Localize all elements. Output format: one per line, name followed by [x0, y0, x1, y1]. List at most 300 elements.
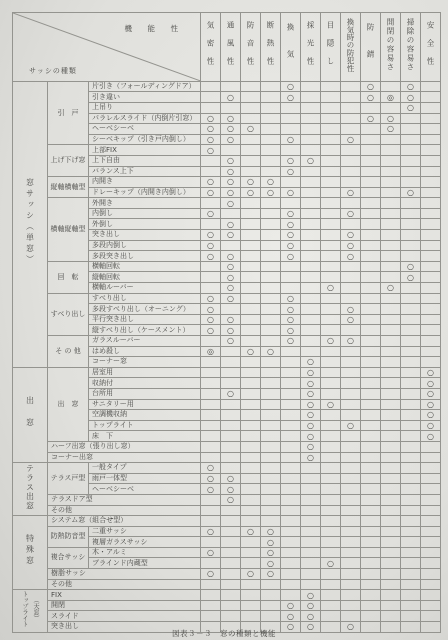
mark-cell — [381, 516, 401, 527]
mark-cell: ○ — [401, 81, 421, 92]
column-header-text: 安全性 — [426, 20, 436, 75]
row-label: 台所用 — [89, 388, 201, 399]
mark-cell — [261, 494, 281, 505]
mark-cell — [221, 569, 241, 580]
row-label: サニタリー用 — [89, 399, 201, 410]
mark-cell — [201, 92, 221, 103]
mark-cell: ○ — [281, 92, 301, 103]
mark-cell — [201, 81, 221, 92]
column-header-text: 換気時の防犯性 — [346, 17, 356, 72]
row-label: コーナー窓 — [89, 357, 201, 368]
row-label: ブラインド内蔵型 — [89, 558, 201, 569]
mark-cell — [401, 505, 421, 516]
column-header-text: 掃除の容易さ — [406, 18, 416, 73]
mark-cell — [341, 92, 361, 103]
table-row — [13, 547, 441, 558]
mark-cell — [341, 516, 361, 527]
mark-cell — [281, 484, 301, 495]
mark-cell — [421, 92, 441, 103]
mark-cell — [381, 177, 401, 188]
mark-cell: ○ — [321, 283, 341, 294]
mark-cell — [361, 420, 381, 431]
mark-cell — [241, 378, 261, 389]
category-label — [13, 367, 48, 462]
mark-cell — [321, 494, 341, 505]
column-header — [261, 13, 281, 82]
mark-cell — [341, 198, 361, 209]
subgroup-label: すべり出し — [48, 293, 89, 335]
mark-cell — [241, 261, 261, 272]
mark-cell — [261, 516, 281, 527]
subgroup-label: 出 窓 — [48, 367, 89, 441]
table-row — [13, 367, 441, 378]
mark-cell — [381, 484, 401, 495]
mark-cell — [401, 113, 421, 124]
row-label: テラスドア型 — [48, 494, 201, 505]
mark-cell — [401, 314, 421, 325]
mark-cell — [201, 579, 221, 590]
mark-cell — [361, 272, 381, 283]
mark-cell — [361, 547, 381, 558]
mark-cell — [241, 600, 261, 611]
row-label: 上下自由 — [89, 155, 201, 166]
mark-cell — [421, 357, 441, 368]
mark-cell — [361, 452, 381, 463]
mark-cell — [261, 399, 281, 410]
mark-cell — [401, 325, 421, 336]
mark-cell — [381, 526, 401, 537]
mark-cell — [421, 134, 441, 145]
category-label-text: 出 窓 — [25, 396, 35, 430]
mark-cell — [201, 336, 221, 347]
mark-cell — [261, 208, 281, 219]
mark-cell — [421, 102, 441, 113]
mark-cell — [421, 124, 441, 135]
table-row — [13, 293, 441, 304]
mark-cell — [421, 579, 441, 590]
mark-cell: ○ — [201, 113, 221, 124]
mark-cell — [421, 230, 441, 241]
mark-cell — [281, 494, 301, 505]
mark-cell — [321, 537, 341, 548]
mark-cell — [421, 590, 441, 601]
mark-cell — [241, 388, 261, 399]
mark-cell — [401, 240, 421, 251]
mark-cell: ○ — [381, 283, 401, 294]
mark-cell: ○ — [401, 272, 421, 283]
mark-cell — [341, 547, 361, 558]
mark-cell: ○ — [221, 283, 241, 294]
mark-cell — [341, 155, 361, 166]
mark-cell — [361, 399, 381, 410]
mark-cell — [361, 187, 381, 198]
mark-cell: ○ — [301, 431, 321, 442]
mark-cell — [361, 505, 381, 516]
mark-cell — [261, 579, 281, 590]
mark-cell — [261, 219, 281, 230]
mark-cell: ○ — [281, 251, 301, 262]
mark-cell — [421, 346, 441, 357]
mark-cell — [201, 505, 221, 516]
mark-cell — [321, 230, 341, 241]
mark-cell: ○ — [281, 81, 301, 92]
mark-cell: ○ — [301, 155, 321, 166]
mark-cell: ○ — [221, 261, 241, 272]
mark-cell — [361, 537, 381, 548]
document-page — [12, 12, 440, 633]
mark-cell: ○ — [281, 155, 301, 166]
mark-cell — [341, 494, 361, 505]
mark-cell — [261, 600, 281, 611]
mark-cell — [381, 367, 401, 378]
mark-cell — [301, 526, 321, 537]
mark-cell — [321, 124, 341, 135]
mark-cell — [281, 378, 301, 389]
mark-cell — [221, 431, 241, 442]
mark-cell — [201, 155, 221, 166]
mark-cell: ○ — [201, 177, 221, 188]
mark-cell — [201, 420, 221, 431]
mark-cell — [361, 240, 381, 251]
subgroup-label: そ の 他 — [48, 336, 89, 368]
mark-cell — [221, 240, 241, 251]
category-label-text: テラス出窓 — [25, 463, 35, 511]
table-row — [13, 145, 441, 156]
mark-cell — [261, 230, 281, 241]
table-header — [13, 13, 441, 82]
subgroup-label: 引 戸 — [48, 81, 89, 145]
mark-cell: ○ — [301, 590, 321, 601]
mark-cell — [201, 431, 221, 442]
mark-cell — [221, 208, 241, 219]
mark-cell — [281, 547, 301, 558]
mark-cell — [421, 494, 441, 505]
mark-cell — [261, 336, 281, 347]
category-label — [13, 81, 48, 367]
mark-cell: ○ — [421, 410, 441, 421]
mark-cell — [341, 166, 361, 177]
mark-cell — [201, 102, 221, 113]
mark-cell — [301, 484, 321, 495]
mark-cell: ◎ — [381, 92, 401, 103]
mark-cell — [301, 166, 321, 177]
mark-cell — [301, 314, 321, 325]
mark-cell: ○ — [301, 399, 321, 410]
mark-cell — [301, 494, 321, 505]
mark-cell — [261, 484, 281, 495]
column-header-text: 防音性 — [246, 20, 256, 75]
table-body — [13, 81, 441, 632]
mark-cell — [241, 219, 261, 230]
mark-cell — [321, 240, 341, 251]
subgroup-label: テラス戸型 — [48, 463, 89, 495]
mark-cell — [361, 208, 381, 219]
subgroup-label: 上げ下げ窓 — [48, 145, 89, 177]
mark-cell: ○ — [201, 547, 221, 558]
mark-cell — [381, 441, 401, 452]
mark-cell — [401, 336, 421, 347]
mark-cell — [301, 272, 321, 283]
mark-cell — [281, 569, 301, 580]
mark-cell — [381, 219, 401, 230]
mark-cell: ○ — [281, 304, 301, 315]
row-label: トップライト — [89, 420, 201, 431]
mark-cell — [241, 367, 261, 378]
mark-cell — [361, 463, 381, 474]
mark-cell: ○ — [301, 600, 321, 611]
mark-cell — [381, 240, 401, 251]
category-label — [13, 516, 48, 590]
mark-cell: ○ — [201, 314, 221, 325]
mark-cell: ○ — [221, 388, 241, 399]
mark-cell: ○ — [241, 187, 261, 198]
mark-cell — [261, 272, 281, 283]
mark-cell: ○ — [201, 526, 221, 537]
mark-cell: ○ — [201, 251, 221, 262]
mark-cell — [401, 230, 421, 241]
mark-cell — [361, 346, 381, 357]
mark-cell — [361, 198, 381, 209]
mark-cell — [221, 304, 241, 315]
mark-cell: ○ — [221, 219, 241, 230]
mark-cell — [241, 113, 261, 124]
mark-cell: ○ — [301, 622, 321, 633]
mark-cell: ○ — [221, 187, 241, 198]
mark-cell — [321, 526, 341, 537]
mark-cell — [401, 293, 421, 304]
mark-cell: ◎ — [201, 346, 221, 357]
diagonal-header-cell — [13, 13, 201, 82]
row-label: ハーフ出窓（張り出し窓） — [48, 441, 201, 452]
mark-cell — [401, 526, 421, 537]
mark-cell — [421, 484, 441, 495]
mark-cell — [221, 81, 241, 92]
mark-cell: ○ — [201, 293, 221, 304]
mark-cell — [421, 81, 441, 92]
column-header — [281, 13, 301, 82]
mark-cell — [421, 325, 441, 336]
mark-cell — [241, 198, 261, 209]
mark-cell — [261, 431, 281, 442]
mark-cell: ○ — [301, 611, 321, 622]
mark-cell: ○ — [421, 367, 441, 378]
column-header-text: 目隠し — [326, 20, 336, 75]
row-label: 引き違い — [89, 92, 201, 103]
table-row — [13, 463, 441, 474]
mark-cell — [421, 569, 441, 580]
mark-cell — [341, 558, 361, 569]
mark-cell: ○ — [281, 166, 301, 177]
mark-cell — [261, 251, 281, 262]
mark-cell — [421, 272, 441, 283]
mark-cell — [361, 600, 381, 611]
mark-cell — [201, 600, 221, 611]
mark-cell: ○ — [301, 388, 321, 399]
mark-cell — [321, 113, 341, 124]
mark-cell — [241, 611, 261, 622]
mark-cell — [301, 579, 321, 590]
mark-cell — [341, 219, 361, 230]
mark-cell — [241, 304, 261, 315]
table-row — [13, 198, 441, 209]
mark-cell: ○ — [381, 124, 401, 135]
mark-cell — [201, 388, 221, 399]
mark-cell — [401, 177, 421, 188]
column-header — [321, 13, 341, 82]
mark-cell — [421, 155, 441, 166]
mark-cell — [381, 336, 401, 347]
row-label: 床 下 — [89, 431, 201, 442]
mark-cell — [341, 283, 361, 294]
mark-cell: ○ — [261, 569, 281, 580]
mark-cell — [361, 441, 381, 452]
mark-cell — [421, 336, 441, 347]
row-label: 縦軸回転 — [89, 272, 201, 283]
mark-cell — [201, 558, 221, 569]
mark-cell: ○ — [341, 420, 361, 431]
mark-cell — [201, 219, 221, 230]
mark-cell — [321, 463, 341, 474]
mark-cell — [261, 81, 281, 92]
table-row — [13, 611, 441, 622]
mark-cell — [381, 145, 401, 156]
mark-cell — [421, 145, 441, 156]
mark-cell: ○ — [201, 145, 221, 156]
mark-cell — [361, 325, 381, 336]
mark-cell — [301, 473, 321, 484]
mark-cell: ○ — [221, 124, 241, 135]
mark-cell — [321, 420, 341, 431]
mark-cell — [361, 579, 381, 590]
mark-cell: ○ — [281, 336, 301, 347]
mark-cell — [341, 600, 361, 611]
mark-cell — [421, 208, 441, 219]
row-label: 内開き — [89, 177, 201, 188]
row-label: ヘーベシーベ — [89, 484, 201, 495]
mark-cell: ○ — [281, 611, 301, 622]
mark-cell — [301, 124, 321, 135]
mark-cell — [341, 346, 361, 357]
mark-cell — [421, 261, 441, 272]
mark-cell — [221, 463, 241, 474]
mark-cell — [321, 547, 341, 558]
mark-cell — [281, 505, 301, 516]
mark-cell — [381, 166, 401, 177]
mark-cell — [261, 102, 281, 113]
mark-cell — [361, 219, 381, 230]
mark-cell: ○ — [301, 441, 321, 452]
mark-cell — [261, 124, 281, 135]
mark-cell — [261, 388, 281, 399]
mark-cell — [241, 494, 261, 505]
mark-cell — [401, 537, 421, 548]
row-label: 横軸ルーバー — [89, 283, 201, 294]
mark-cell: ○ — [301, 378, 321, 389]
mark-cell: ○ — [421, 399, 441, 410]
mark-cell — [241, 145, 261, 156]
mark-cell — [341, 452, 361, 463]
mark-cell: ○ — [221, 155, 241, 166]
mark-cell — [381, 155, 401, 166]
mark-cell — [301, 569, 321, 580]
mark-cell — [301, 187, 321, 198]
mark-cell — [321, 569, 341, 580]
mark-cell — [261, 452, 281, 463]
mark-cell — [361, 410, 381, 421]
mark-cell: ○ — [421, 420, 441, 431]
mark-cell — [381, 388, 401, 399]
mark-cell — [241, 579, 261, 590]
mark-cell — [221, 526, 241, 537]
mark-cell — [401, 219, 421, 230]
mark-cell: ○ — [341, 187, 361, 198]
mark-cell — [421, 187, 441, 198]
mark-cell — [421, 547, 441, 558]
mark-cell — [381, 251, 401, 262]
mark-cell — [321, 304, 341, 315]
mark-cell — [401, 410, 421, 421]
mark-cell — [421, 441, 441, 452]
mark-cell — [381, 314, 401, 325]
mark-cell — [301, 92, 321, 103]
mark-cell — [261, 314, 281, 325]
row-label: ドレーキップ（内開き内倒し） — [89, 187, 201, 198]
mark-cell — [381, 452, 401, 463]
mark-cell — [241, 208, 261, 219]
mark-cell — [361, 145, 381, 156]
mark-cell — [241, 558, 261, 569]
mark-cell: ○ — [261, 187, 281, 198]
mark-cell — [361, 367, 381, 378]
mark-cell — [321, 155, 341, 166]
mark-cell — [261, 590, 281, 601]
mark-cell — [381, 473, 401, 484]
mark-cell — [221, 505, 241, 516]
mark-cell: ○ — [421, 378, 441, 389]
mark-cell — [381, 293, 401, 304]
mark-cell: ○ — [241, 124, 261, 135]
mark-cell — [241, 293, 261, 304]
table-row — [13, 569, 441, 580]
mark-cell — [301, 516, 321, 527]
mark-cell — [341, 177, 361, 188]
column-header — [401, 13, 421, 82]
row-label: 多段突き出し — [89, 251, 201, 262]
mark-cell: ○ — [421, 431, 441, 442]
mark-cell — [241, 452, 261, 463]
mark-cell — [321, 261, 341, 272]
mark-cell: ○ — [321, 399, 341, 410]
mark-cell — [321, 198, 341, 209]
mark-cell — [221, 452, 241, 463]
category-label — [13, 590, 48, 632]
mark-cell — [361, 526, 381, 537]
mark-cell — [261, 166, 281, 177]
mark-cell — [361, 293, 381, 304]
mark-cell — [341, 590, 361, 601]
row-label: 突き出し — [89, 230, 201, 241]
mark-cell — [301, 537, 321, 548]
mark-cell — [201, 441, 221, 452]
column-header-text: 防錆 — [366, 22, 376, 77]
column-header — [381, 13, 401, 82]
mark-cell: ○ — [281, 219, 301, 230]
mark-cell — [261, 325, 281, 336]
mark-cell: ○ — [221, 484, 241, 495]
mark-cell — [261, 293, 281, 304]
row-label: 外開き — [89, 198, 201, 209]
mark-cell — [241, 166, 261, 177]
